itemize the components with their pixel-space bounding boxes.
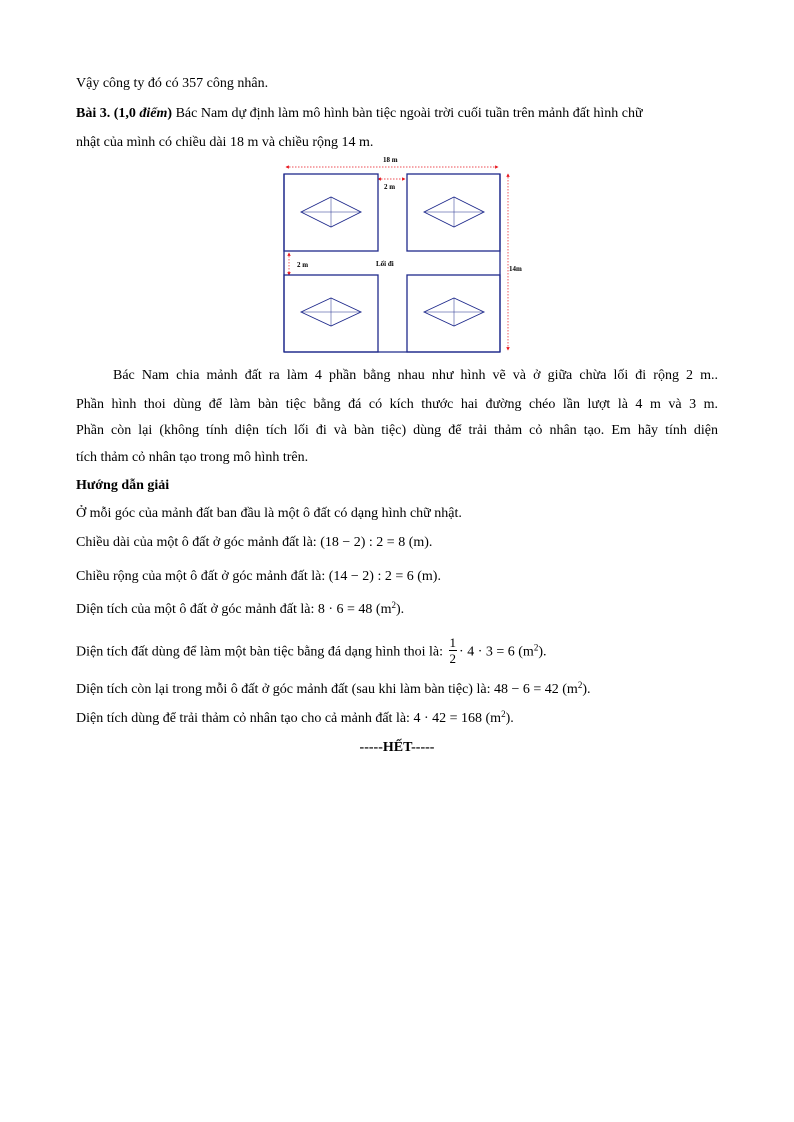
solution-step-3: Chiều rộng của một ô đất ở góc mảnh đất là: (14 − 2) : 2 = 6 (m). [76, 569, 441, 584]
math-remaining-area: 48 − 6 = 42 [493, 682, 559, 697]
fraction-one-half: $\frac{1}{2}$ [449, 635, 457, 666]
rhombus-table-4 [424, 298, 484, 326]
math-total-grass-area: 4 · 42 = 168 [413, 711, 483, 726]
width-label: 14m [509, 265, 522, 273]
math-plot-area: 8 · 6 = 48 [317, 602, 373, 617]
rhombus-table-2 [424, 197, 484, 227]
rhombus-table-3 [301, 298, 361, 326]
path-name-label: Lối đi [376, 260, 394, 268]
intro-line: Vậy công ty đó có 357 công nhân. [76, 76, 269, 91]
plot-top-right [407, 174, 500, 251]
solution-step-1: Ở mỗi góc của mảnh đất ban đầu là một ô đất có dạng hình chữ nhật. [76, 506, 462, 521]
solution-step-4: Diện tích của một ô đất ở góc mảnh đất là: 8 · 6 = 48 $(m^2)$. [76, 600, 405, 617]
problem-statement-cont: nhật của mình có chiều dài 18 m và chiều rộng 14 m. [76, 135, 374, 150]
solution-step-2: Chiều dài của một ô đất ở góc mảnh đất là: (18 − 2) : 2 = 8 (m). [76, 535, 433, 550]
problem-label: Bài 3. (1,0 điểm) [76, 106, 173, 121]
path-top-label: 2 m [384, 183, 396, 191]
solution-heading: Hướng dẫn giải [76, 478, 170, 493]
problem-statement: Bài 3. (1,0 điểm) Bác Nam dự định làm mô hình bàn tiệc ngoài trời cuối tuần trên mảnh đất hình chữ [76, 106, 643, 121]
path-left-label: 2 m [297, 261, 309, 269]
description-line-1: Bác Nam chia mảnh đất ra làm 4 phần bằng nhau như hình vẽ và ở giữa chừa lối đi rộng 2 m.. [113, 368, 718, 383]
description-line-4: tích thảm cỏ nhân tạo trong mô hình trên. [76, 450, 309, 465]
plot-bottom-right [407, 275, 500, 352]
description-line-3: Phần còn lại (không tính diện tích lối đi và bàn tiệc) dùng để trải thảm cỏ nhân tạo. Em hãy tính diện [76, 423, 718, 438]
solution-step-5: Diện tích đất dùng để làm một bàn tiệc bằng đá dạng hình thoi là: $\frac{1}{2}$ · 4 · 3 = 6 $(m^2)$. [76, 635, 547, 666]
math-width: (14 − 2) : 2 = 6 [328, 569, 414, 584]
math-length: (18 − 2) : 2 = 8 [320, 535, 406, 550]
math-rhombus-area: · 4 · 3 = 6 [459, 644, 515, 660]
rhombus-table-1 [301, 197, 361, 227]
length-label: 18 m [383, 156, 398, 164]
description-line-2: Phần hình thoi dùng để làm bàn tiệc bằng đá có kích thước hai đường chéo lần lượt là 4 m và 3 m. [76, 397, 718, 412]
end-mark: -----HẾT----- [359, 740, 435, 755]
solution-step-6: Diện tích còn lại trong mỗi ô đất ở góc mảnh đất (sau khi làm bàn tiệc) là: 48 − 6 = 42 $(m^2)$. [76, 680, 591, 697]
solution-step-7: Diện tích dùng để trải thảm cỏ nhân tạo cho cả mảnh đất là: 4 · 42 = 168 $(m^2)$. [76, 709, 514, 726]
land-diagram [276, 152, 526, 358]
